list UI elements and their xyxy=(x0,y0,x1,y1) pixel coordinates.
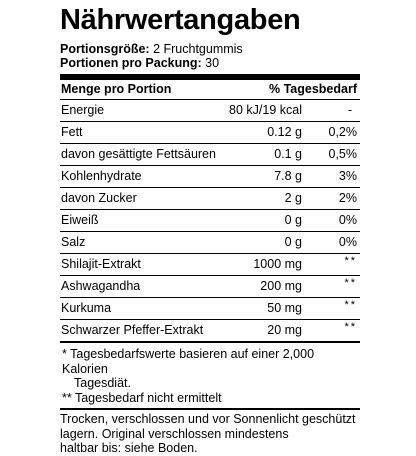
table-row xyxy=(60,232,360,254)
serving-size xyxy=(60,42,360,56)
nutrient-name: Energie xyxy=(61,103,105,117)
nutrient-name: davon gesättigte Fettsäuren xyxy=(61,147,216,161)
nutrient-name: Salz xyxy=(61,235,86,249)
nutrient-name: Ashwagandha xyxy=(61,279,141,293)
table-row xyxy=(60,276,360,298)
table-row xyxy=(60,144,360,166)
label-title: Nährwertangaben xyxy=(60,4,301,36)
nutrient-amount: 1000 mg xyxy=(253,257,302,271)
nutrient-daily-value: 0,2% xyxy=(328,125,357,139)
servings-per-pack-value: 30 xyxy=(205,56,220,70)
servings-per-pack xyxy=(60,56,360,70)
nutrient-daily-value: ** xyxy=(344,255,357,267)
servings-per-pack-label: Portionen pro Packung: xyxy=(60,56,202,70)
nutrient-daily-value: 2% xyxy=(338,191,357,205)
nutrient-daily-value: 0,5% xyxy=(328,147,357,161)
footnote-daily-value-basis xyxy=(60,347,360,391)
nutrient-daily-value: ** xyxy=(344,299,357,311)
table-row xyxy=(60,188,360,210)
header-amount: Menge pro Portion xyxy=(61,82,172,96)
footnote-not-established: ** Tagesbedarf nicht ermittelt xyxy=(62,390,222,405)
table-row xyxy=(60,210,360,232)
nutrient-amount: 0.1 g xyxy=(274,147,302,161)
nutrient-amount: 2 g xyxy=(284,191,302,205)
nutrient-amount: 0 g xyxy=(284,235,302,249)
footnote-line: Tagesdiät. xyxy=(74,376,131,390)
nutrient-daily-value: 3% xyxy=(338,169,357,183)
storage-line: haltbar bis: siehe Boden. xyxy=(60,441,198,455)
nutrient-name: davon Zucker xyxy=(61,191,137,205)
storage-instructions xyxy=(60,412,360,456)
table-row xyxy=(60,100,360,122)
nutrient-daily-value: ** xyxy=(344,277,357,289)
nutrient-amount: 7.8 g xyxy=(274,169,302,183)
nutrient-amount: 80 kJ/19 kcal xyxy=(229,103,302,117)
nutrient-name: Eiweiß xyxy=(61,213,99,227)
footnotes xyxy=(60,347,360,410)
footnote-line: * Tagesbedarfswerte basieren auf einer 2,000 Kalorien xyxy=(62,347,315,376)
nutrient-amount: 0 g xyxy=(284,213,302,227)
serving-size-label: Portionsgröße: xyxy=(60,42,150,56)
nutrient-daily-value: 0% xyxy=(338,235,357,249)
storage-line: lagern. Original verschlossen mindestens xyxy=(60,426,289,441)
header-daily-value: % Tagesbedarf xyxy=(269,82,357,96)
table-header xyxy=(60,80,360,100)
nutrient-name: Kurkuma xyxy=(61,301,112,315)
nutrient-name: Fett xyxy=(61,125,83,139)
nutrient-name: Kohlenhydrate xyxy=(61,169,142,183)
storage-line: Trocken, verschlossen und vor Sonnenlicht geschützt xyxy=(60,412,356,426)
nutrient-name: Shilajit-Extrakt xyxy=(61,257,141,271)
table-row xyxy=(60,122,360,144)
nutrient-daily-value: - xyxy=(347,103,352,117)
nutrient-amount: 50 mg xyxy=(267,301,302,315)
table-row xyxy=(60,320,360,341)
nutrient-amount: 0.12 g xyxy=(267,125,302,139)
table-row xyxy=(60,298,360,320)
nutrition-table xyxy=(60,80,360,343)
table-row xyxy=(60,254,360,276)
nutrient-amount: 200 mg xyxy=(260,279,302,293)
serving-size-value: 2 Fruchtgummis xyxy=(153,42,243,56)
table-row xyxy=(60,166,360,188)
nutrient-daily-value: ** xyxy=(344,321,357,333)
nutrient-daily-value: 0% xyxy=(338,213,357,227)
nutrient-name: Schwarzer Pfeffer-Extrakt xyxy=(61,323,204,337)
nutrient-amount: 20 mg xyxy=(267,323,302,337)
nutrition-label xyxy=(60,0,360,456)
